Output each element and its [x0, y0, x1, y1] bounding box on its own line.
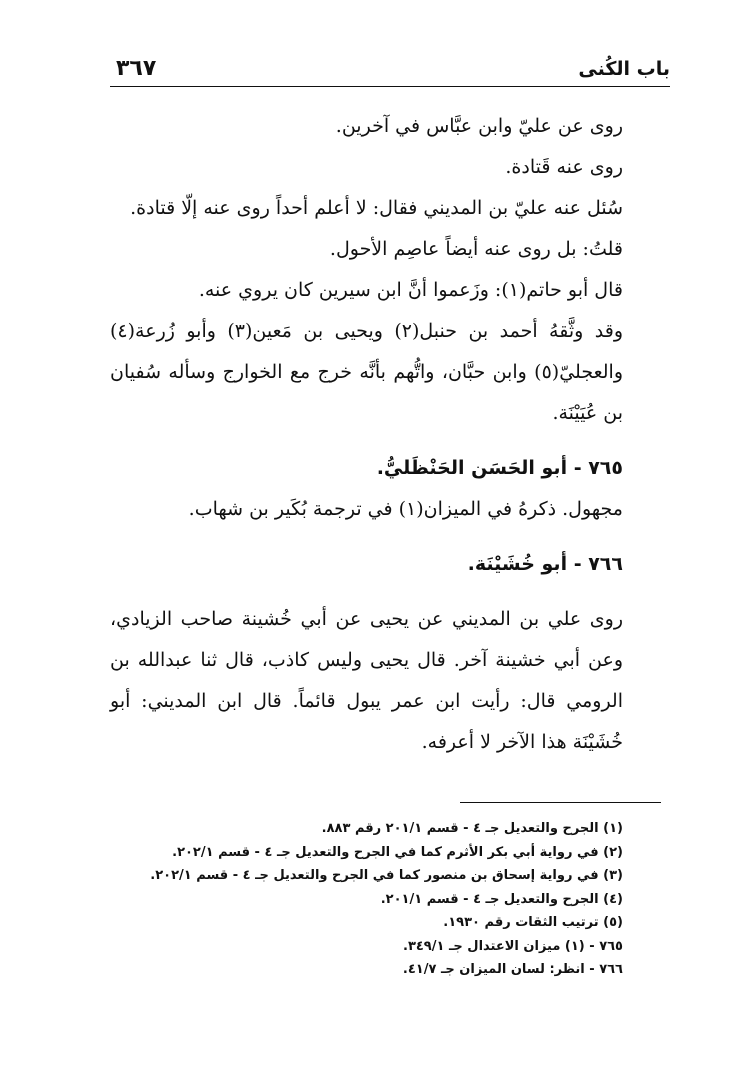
footnote-765: ٧٦٥ - (١) ميزان الاعتدال جـ ٣٤٩/١. — [402, 938, 623, 954]
footnote-5: (٥) ترتيب الثقات رقم ١٩٣٠. — [443, 915, 623, 930]
entry-text-766: روى علي بن المديني عن يحيى عن أبي خُشينة صاحب الزيادي، وعن أبي خشينة آخر. قال يحيى وليس كاذب، قال ثنا عبدالله بن الرومي قال: رأيت ابن عمر يبول قائماً. قال ابن المديني: أبو خُشَيْنَة هذا الآخر لا أعرفه. — [110, 608, 623, 753]
chapter-title: باب الكُنى — [578, 58, 670, 80]
footnotes — [110, 817, 645, 982]
paragraph-abu-hatim: قال أبو حاتم(١): وزَعموا أنَّ ابن سيرين كان يروي عنه. — [198, 279, 623, 301]
entry-heading-765: ٧٦٥ - أبو الحَسَن الحَنْظَليُّ. — [376, 457, 623, 479]
footnote-3: (٣) في رواية إسحاق بن منصور كما في الجرح والتعديل جـ ٤ - قسم ٢٠٢/١. — [150, 868, 623, 883]
footnote-4: (٤) الجرح والتعديل جـ ٤ - قسم ٢٠١/١. — [380, 891, 623, 907]
footnote-766: ٧٦٦ - انظر: لسان الميزان جـ ٤١/٧. — [402, 962, 623, 977]
footnote-separator — [460, 802, 661, 803]
paragraph-author-note: قلتُ: بل روى عنه أيضاً عاصِم الأحول. — [329, 238, 623, 260]
page-number: ٣٦٧ — [116, 56, 157, 81]
paragraph-authentication: وقد وثَّقهُ أحمد بن حنبل(٢) ويحيى بن مَعين(٣) وأبو زُرعة(٤) والعجليّ(٥) وابن حبَّان، واتُّهم بأنَّه خرج مع الخوارج وسأله سُفيان بن عُيَيْنَة. — [110, 320, 623, 424]
paragraph-narrators: روى عن عليّ وابن عبَّاس في آخرين. — [335, 115, 623, 137]
footnote-1: (١) الجرح والتعديل جـ ٤ - قسم ٢٠١/١ رقم ٨٨٣. — [321, 821, 623, 836]
footnote-2: (٢) في رواية أبي بكر الأثرم كما في الجرح والتعديل جـ ٤ - قسم ٢٠٢/١. — [172, 844, 623, 860]
main-text — [110, 106, 645, 763]
entry-heading-766: ٧٦٦ - أبو خُشَيْنَة. — [467, 553, 623, 575]
running-header — [110, 56, 670, 87]
entry-text-765: مجهول. ذكرهُ في الميزان(١) في ترجمة بُكَير بن شهاب. — [188, 498, 623, 520]
paragraph-narrated-by: روى عنه قَتادة. — [505, 156, 623, 178]
paragraph-ibn-madini: سُئل عنه عليّ بن المديني فقال: لا أعلم أحداً روى عنه إلّا قتادة. — [130, 197, 623, 219]
